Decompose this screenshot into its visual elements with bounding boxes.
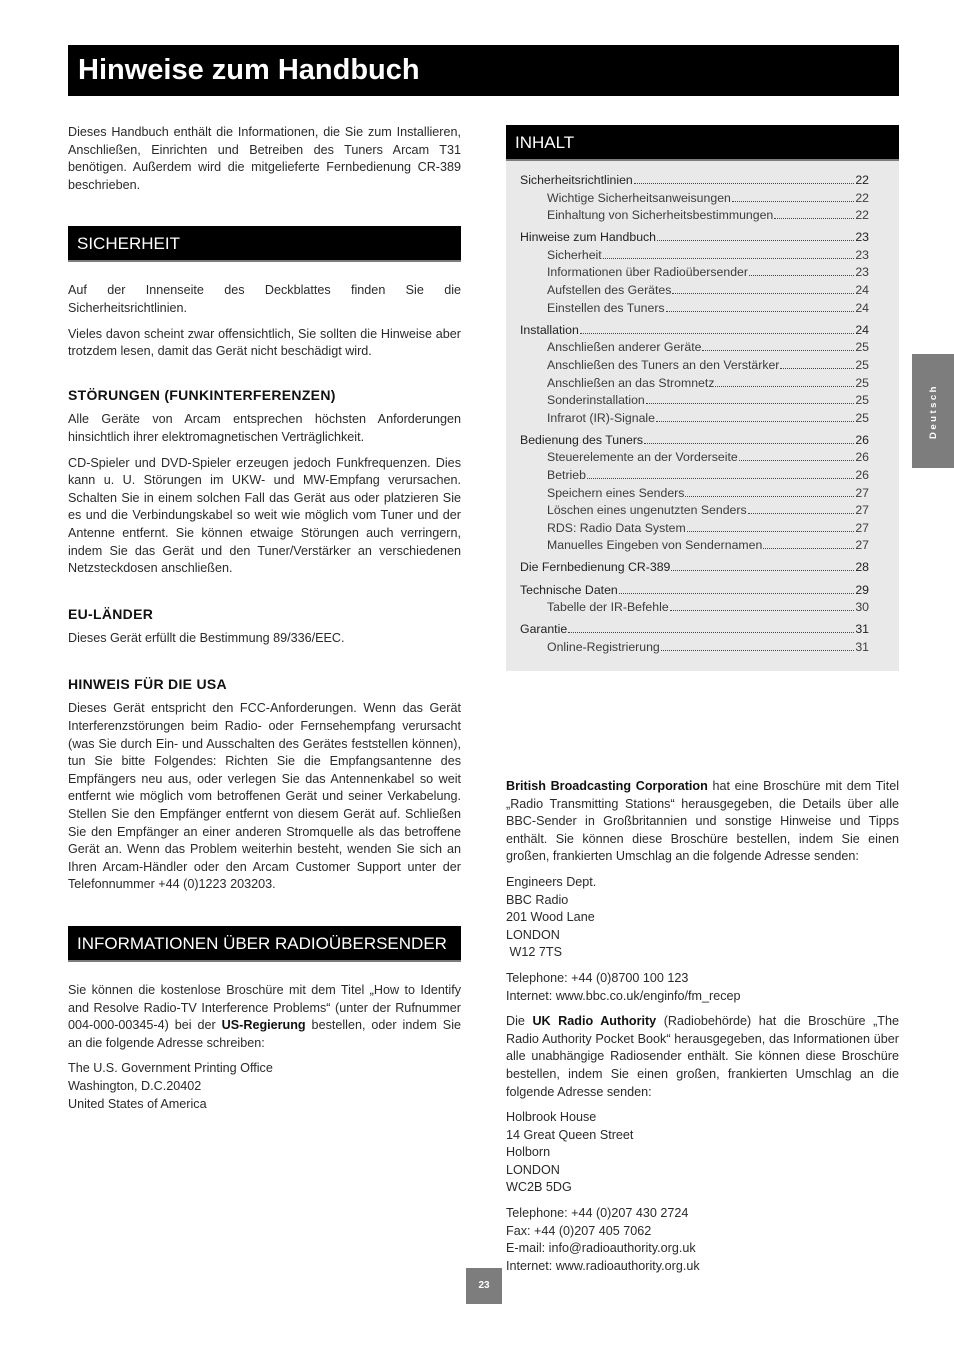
toc-heading: INHALT [506,125,899,161]
stoerungen-paragraph-1: Alle Geräte von Arcam entsprechen höchsten Anforderungen hinsichtlich ihrer elektromagnetischen Verträglichkeit. [68,412,461,444]
toc-entry [520,191,869,209]
ukra-text-before: Die [506,1014,533,1029]
toc-entry [520,208,869,226]
toc-leader-dots [670,610,855,611]
toc-entry-page: 27 [855,538,869,553]
bbc-address [506,874,899,962]
address-line: WC2B 5DG [506,1180,572,1195]
toc-entry-label: Löschen eines ungenutzten Senders [547,503,747,518]
ukra-text-after: (Radiobehörde) hat die Broschüre „The Radio Authority Pocket Book“ herausgegeben, das Informationen über alle unabhängige Radiosender enthält. Sie können diese Broschüre bestellen, indem Sie einen großen, frankierten Umschlag an die folgende Adresse senden: [506,1014,899,1099]
address-line: The U.S. Government Printing Office [68,1061,273,1076]
toc-entry-page: 25 [855,375,869,390]
address-line: 201 Wood Lane [506,910,595,925]
toc-leader-dots [634,183,855,184]
toc-entry [520,503,869,521]
toc-entry [520,265,869,283]
toc-entry-page: 22 [855,190,869,205]
left-column [68,124,461,1121]
toc-entry [520,230,869,248]
toc-entry-page: 25 [855,393,869,408]
page-title: Hinweise zum Handbuch [68,45,899,96]
toc-entry [520,622,869,640]
toc-entry [520,248,869,266]
toc-leader-dots [656,421,854,422]
ukra-contact [506,1205,899,1275]
usa-paragraph: Dieses Gerät entspricht den FCC-Anforderungen. Wenn das Gerät Interferenzstörungen beim Radio- oder Fernsehempfang verursacht (was Sie durch Ein- und Ausschalten des Gerätes feststellen können), tun Sie bitte Folgendes: Richten Sie die Empfangsantenne des Empfängers neu aus, oder verlegen Sie das Antennenkabel so weit entfernt wie möglich vom betroffenen Gerät und seiner Verkabelung. Stellen Sie den Empfänger entfernt von diesem Gerät auf. Schließen Sie den Empfänger an einer anderen Stromquelle als das betroffene Gerät an. Wenn das Problem weiterhin besteht, wenden Sie sich an Ihren Arcam-Händler oder den Arcam Customer Support unter der Telefonnummer +44 (0)1223 203203. [68,701,461,892]
section-heading-radio: INFORMATIONEN ÜBER RADIOÜBERSENDER [68,926,461,962]
toc-entry-label: Manuelles Eingeben von Sendernamen [547,538,763,553]
toc-entry-page: 22 [855,208,869,223]
toc-entry-page: 24 [855,300,869,315]
toc-entry [520,393,869,411]
section-heading-sicherheit: SICHERHEIT [68,226,461,262]
toc-leader-dots [749,275,854,276]
toc-entry-page: 27 [855,503,869,518]
toc-entry-page: 23 [855,230,869,245]
intro-paragraph: Dieses Handbuch enthält die Informationen, die Sie zum Installieren, Anschließen, Einrichten und Betreiben des Tuners Arcam T31 benötigen. Außerdem wird die mitgelieferte Fernbedienung CR-389 beschrieben. [68,125,461,192]
usa-heading: HINWEIS FÜR DIE USA [68,675,227,692]
toc-entry [520,468,869,486]
contact-line: Fax: +44 (0)207 405 7062 [506,1223,652,1238]
toc-entry-page: 22 [855,173,869,187]
address-line: W12 7TS [506,945,562,960]
toc-entry-label: Sonderinstallation [547,393,645,408]
toc-entry [520,640,869,658]
address-line: Washington, D.C.20402 [68,1078,202,1093]
toc-entry-page: 26 [855,468,869,482]
radio-text-after: bestellen, oder indem Sie an die folgende Adresse schreiben: [68,1018,461,1050]
toc-leader-dots [661,650,855,651]
toc-leader-dots [702,350,854,351]
contact-line: Telephone: +44 (0)207 430 2724 [506,1206,689,1221]
toc-entry [520,600,869,618]
toc-entry-label: Einstellen des Tuners [547,300,665,315]
stoerungen-heading: STÖRUNGEN (FUNKINTERFERENZEN) [68,386,336,403]
toc-entry-page: 25 [855,340,869,355]
toc-entry-label: Wichtige Sicherheitsanweisungen [547,190,731,205]
toc-entry-label: Bedienung des Tuners [520,432,644,447]
address-line: BBC Radio [506,892,569,907]
toc-entry-label: Sicherheitsrichtlinien [520,173,633,187]
bbc-paragraph [506,778,899,866]
eu-heading: EU-LÄNDER [68,605,154,622]
toc-leader-dots [748,513,855,514]
radio-text-bold: US-Regierung [221,1018,306,1033]
toc-entry-page: 27 [855,520,869,535]
toc-entry-label: Die Fernbedienung CR-389 [520,560,671,575]
toc-entry-label: Informationen über Radioübersender [547,265,748,280]
toc-entry-label: Technische Daten [520,582,618,597]
toc-entry-label: Betrieb [547,468,586,482]
toc-entry-label: Infrarot (IR)-Signale [547,410,655,425]
bbc-text-bold: British Broadcasting Corporation [506,779,708,793]
radio-paragraph [68,982,461,1052]
toc-entry [520,173,869,191]
toc-entry-page: 23 [855,247,869,262]
toc-entry [520,560,869,578]
address-line: LONDON [506,1162,560,1177]
toc-entry-page: 28 [855,560,869,575]
toc-entry-label: Anschließen anderer Geräte [547,340,702,355]
address-line: Holbrook House [506,1110,597,1125]
toc-entry-label: Anschließen des Tuners an den Verstärker [547,357,780,372]
toc-entry [520,323,869,341]
toc-entry [520,411,869,429]
ukra-text-bold: UK Radio Authority [532,1014,657,1029]
toc-leader-dots [646,403,855,404]
toc-entry-label: Installation [520,322,579,337]
toc-entry [520,521,869,539]
toc-entry-label: Sicherheit [547,247,602,262]
contact-line: Internet: www.bbc.co.uk/enginfo/fm_recep [506,988,741,1003]
toc-leader-dots [732,201,854,202]
language-tab-label: Deutsch [927,383,939,439]
toc-entry [520,358,869,376]
address-line: United States of America [68,1096,207,1111]
address-line: Engineers Dept. [506,874,597,889]
toc-leader-dots [580,333,855,334]
bbc-contact [506,970,899,1005]
toc-entry [520,486,869,504]
toc-leader-dots [715,386,854,387]
toc-entry-label: Garantie [520,622,568,637]
toc-entry-page: 27 [855,485,869,500]
toc-entry-page: 30 [855,600,869,615]
toc-leader-dots [672,293,854,294]
toc-leader-dots [619,593,855,594]
toc-leader-dots [657,240,854,241]
toc-entry-label: Online-Registrierung [547,639,660,654]
eu-paragraph: Dieses Gerät erfüllt die Bestimmung 89/336/EEC. [68,631,345,646]
radio-text-before: Sie können die kostenlose Broschüre mit dem Titel „How to Identify and Resolve Radio-TV Interference Problems“ (unter der Rufnummer 004-000-00345-4) bei der [68,983,461,1033]
table-of-contents [506,125,899,671]
toc-entry [520,340,869,358]
toc-entry-label: Einhaltung von Sicherheitsbestimmungen [547,208,774,223]
toc-leader-dots [644,443,854,444]
toc-entry [520,376,869,394]
sicherheit-paragraph-2: Vieles davon scheint zwar offensichtlich, Sie sollten die Hinweise aber trotzdem lesen, damit das Gerät nicht beschädigt wird. [68,326,461,359]
contact-line: Internet: www.radioauthority.org.uk [506,1258,700,1273]
toc-entry-page: 26 [855,450,869,465]
toc-entry-label: Speichern eines Senders [547,485,685,500]
toc-entry [520,433,869,451]
stoerungen-paragraph-2: CD-Spieler und DVD-Spieler erzeugen jedoch Funkfrequenzen. Dies kann u. U. Störungen im UKW- und MW-Empfang verursachen. Schalten Sie in einem solchen Fall das Gerät aus oder platzieren Sie es und die Verbindungskabel so weit wie möglich vom Tuner und der Antenne entfernt. Sie können etwaige Störungen auch verringern, indem Sie das Gerät und den Tuner/Verstärker an verschiedenen Netzsteckdosen anschließen. [68,455,461,576]
toc-leader-dots [568,632,854,633]
toc-leader-dots [666,311,855,312]
toc-entry-page: 25 [855,410,869,425]
toc-entry [520,450,869,468]
toc-leader-dots [763,548,854,549]
toc-entry-page: 31 [855,639,869,654]
toc-entry-label: Hinweise zum Handbuch [520,230,657,245]
bbc-text-after: hat eine Broschüre mit dem Titel „Radio Transmitting Stations“ herausgegeben, die Details über alle BBC-Sender in Großbritannien und sonstige Hinweise und Tipps enthält. Sie können diese Broschüre bestellen, indem Sie einen großen, frankierten Umschlag an die folgende Adresse senden: [506,779,900,864]
address-line: 14 Great Queen Street [506,1127,634,1142]
toc-leader-dots [774,218,854,219]
toc-leader-dots [685,496,854,497]
toc-entry-page: 24 [855,322,869,337]
address-line: LONDON [506,927,560,942]
toc-entry [520,301,869,319]
toc-list [506,161,899,657]
toc-entry-page: 29 [855,582,869,597]
language-tab [912,354,954,468]
toc-leader-dots [687,531,855,532]
toc-leader-dots [587,478,854,479]
toc-leader-dots [603,258,855,259]
contact-line: Telephone: +44 (0)8700 100 123 [506,970,689,985]
ukra-address [506,1109,899,1197]
toc-leader-dots [780,368,854,369]
toc-entry [520,283,869,301]
right-column [506,778,899,1283]
address-line: Holborn [506,1145,551,1160]
toc-entry-page: 26 [855,432,869,447]
toc-entry-label: Aufstellen des Gerätes [547,283,672,298]
toc-entry-page: 24 [855,283,869,298]
toc-leader-dots [739,460,855,461]
toc-entry-label: Anschließen an das Stromnetz [547,375,715,390]
toc-entry-label: Steuerelemente an der Vorderseite [547,450,738,465]
contact-line: E-mail: info@radioauthority.org.uk [506,1241,696,1256]
sicherheit-paragraph-1: Auf der Innenseite des Deckblattes finden Sie die Sicherheitsrichtlinien. [68,283,461,315]
toc-entry [520,583,869,601]
page-number: 23 [466,1268,502,1304]
toc-entry [520,538,869,556]
toc-entry-page: 25 [855,357,869,372]
ukra-paragraph [506,1013,899,1101]
toc-leader-dots [671,570,854,571]
toc-entry-page: 31 [855,622,869,637]
toc-entry-label: RDS: Radio Data System [547,520,686,535]
us-address [68,1060,461,1113]
toc-entry-label: Tabelle der IR-Befehle [547,600,669,615]
toc-entry-page: 23 [855,265,869,280]
